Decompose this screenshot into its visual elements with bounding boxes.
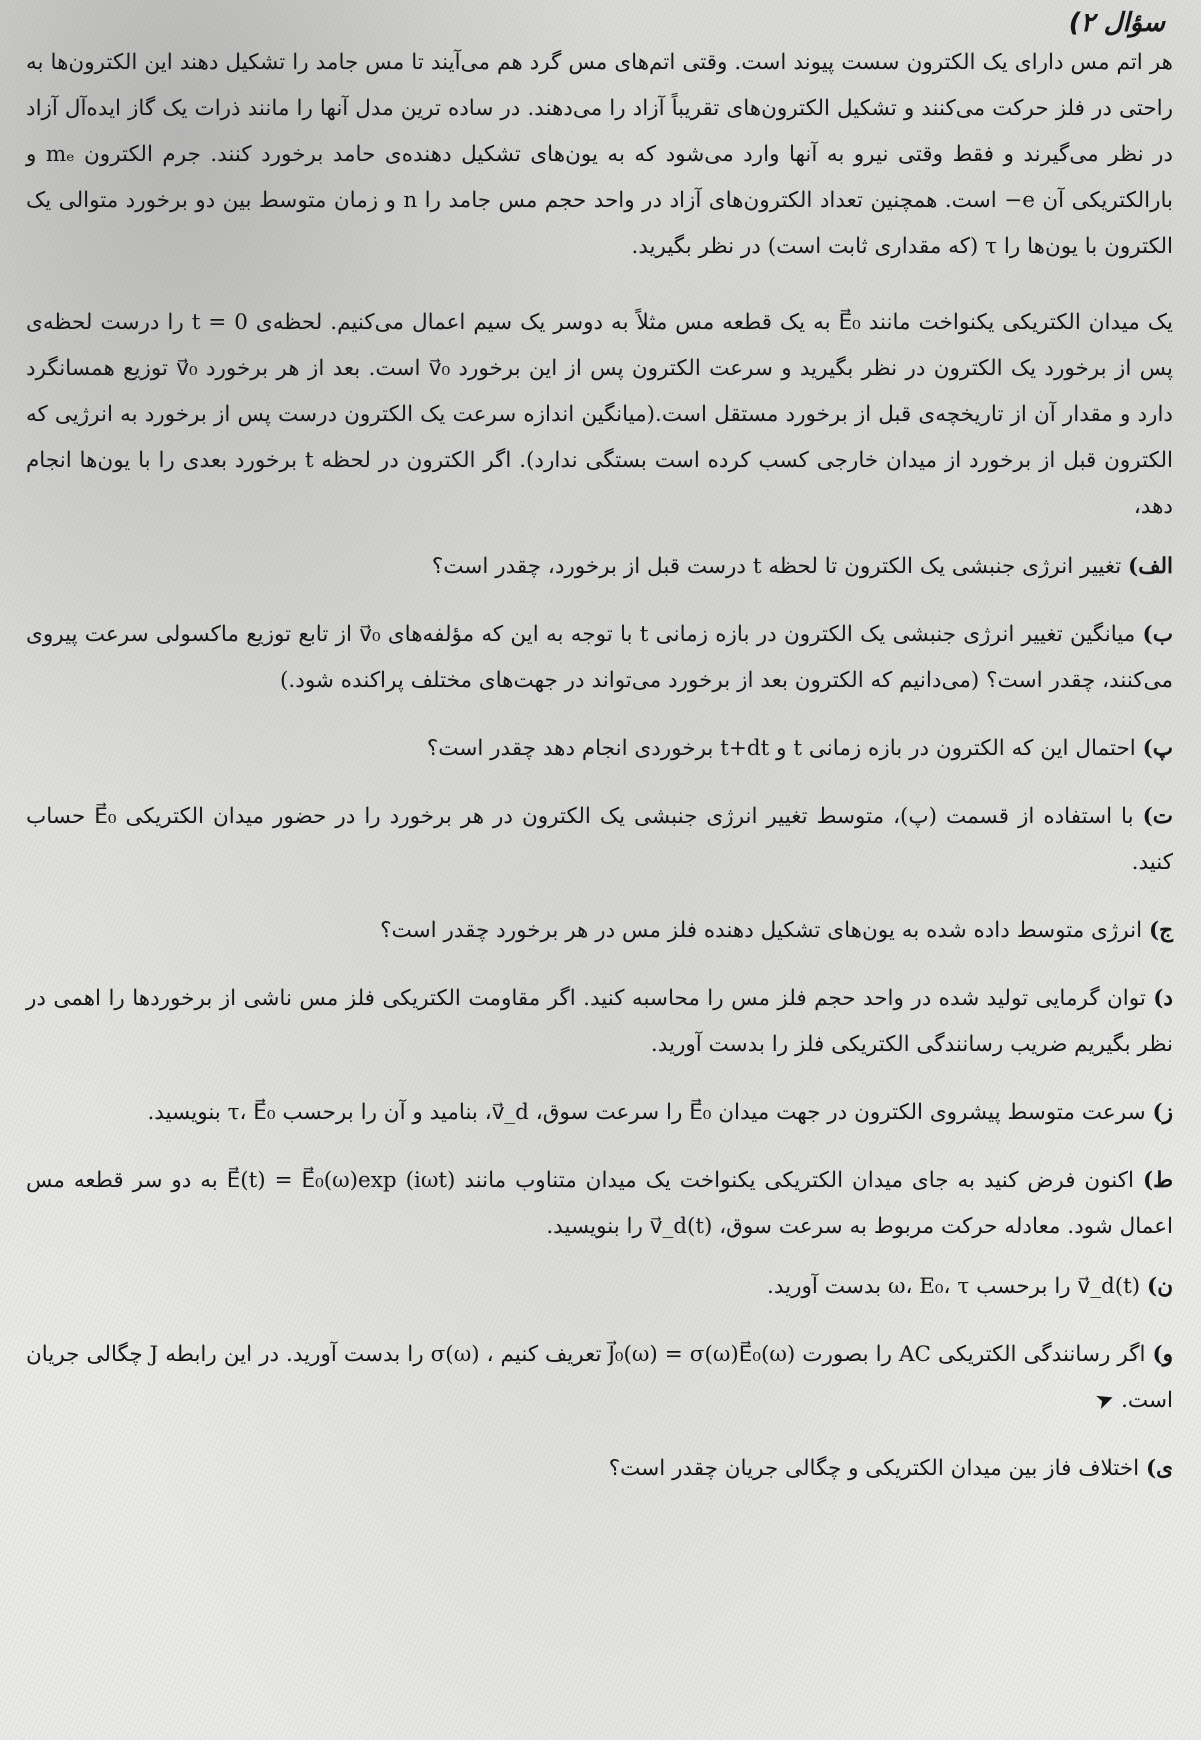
part-label: ی) [1145, 1456, 1173, 1481]
part-text: اختلاف فاز بین میدان الکتریکی و چگالی جریان چقدر است؟ [608, 1456, 1140, 1481]
problem-text [26, 6, 1173, 1492]
part-ze [26, 1090, 1173, 1136]
part-label: ج) [1148, 918, 1173, 943]
pen-arrow-icon: ➤ [1091, 1385, 1118, 1416]
part-label: ن) [1147, 1274, 1173, 1299]
setup-paragraph: یک میدان الکتریکی یکنواخت مانند E⃗₀ به یک قطعه مس مثلاً به دوسر یک سیم اعمال می‌کنیم. لحظه‌ی t = 0 را درست لحظه‌ی پس از برخورد یک الکترون در نظر بگیرید و سرعت الکترون پس از این برخورد v⃗₀ است. بعد از هر برخورد v⃗₀ توزیع همسانگرد دارد و مقدار آن از تاریخچه‌ی قبل از برخورد مستقل است.(میانگین اندازه سرعت یک الکترون درست پس از برخورد به انرژیی که الکترون قبل از برخورد از میدان خارجی کسب کرده است بستگی ندارد). اگر الکترون در لحظه t برخورد بعدی را با یون‌ها انجام دهد، [26, 310, 1173, 519]
part-text: تغییر انرژی جنبشی یک الکترون تا لحظه t درست قبل از برخورد، چقدر است؟ [431, 554, 1122, 579]
part-pe [26, 726, 1173, 772]
part-nun [26, 1264, 1173, 1310]
part-vav [26, 1332, 1173, 1424]
part-label: پ) [1142, 736, 1173, 761]
part-text: سرعت متوسط پیشروی الکترون در جهت میدان E⃗₀ را سرعت سوق، v⃗_d، بنامید و آن را برحسب τ، E⃗₀ بنویسید. [147, 1100, 1146, 1125]
part-ta [26, 1158, 1173, 1250]
part-text: میانگین تغییر انرژی جنبشی یک الکترون در بازه زمانی t با توجه به این که مؤلفه‌های v⃗₀ از تابع توزیع ماکسولی سرعت پیروی می‌کنند، چقدر است؟ (می‌دانیم که الکترون بعد از برخورد می‌تواند در جهت‌های مختلف پراکنده شود.) [26, 622, 1173, 693]
part-be [26, 612, 1173, 704]
part-label: د) [1153, 986, 1173, 1011]
part-text: v⃗_d(t) را برحسب ω، E₀، τ بدست آورید. [767, 1274, 1141, 1299]
part-text: اگر رسانندگی الکتریکی AC را بصورت J⃗₀(ω) = σ(ω)E⃗₀(ω) تعریف کنیم ، σ(ω) را بدست آورید. در این رابطه J چگالی جریان است. [26, 1342, 1173, 1413]
part-te [26, 794, 1173, 886]
part-label: ط) [1142, 1168, 1173, 1193]
part-label: ز) [1152, 1100, 1173, 1125]
part-jim [26, 908, 1173, 954]
part-dal [26, 976, 1173, 1068]
intro-paragraph: هر اتم مس دارای یک الکترون سست پیوند است. وقتی اتم‌های مس گرد هم می‌آیند تا مس جامد را تشکیل دهند این الکترون‌ها به راحتی در فلز حرکت می‌کنند و تشکیل الکترون‌های تقریباً آزاد را می‌دهند. در ساده ترین مدل آنها را مانند ذرات یک گاز ایده‌آل آزاد در نظر می‌گیرند و فقط وقتی نیرو به آنها وارد می‌شود که به یون‌های تشکیل دهنده‌ی حامد برخورد کنند. جرم الکترون mₑ و بارالکتریکی آن e− است. همچنین تعداد الکترون‌های آزاد در واحد حجم مس جامد را n و زمان متوسط بین دو برخورد متوالی یک الکترون با یون‌ها را τ (که مقداری ثابت است) در نظر بگیرید. [26, 50, 1174, 259]
part-text: انرژی متوسط داده شده به یون‌های تشکیل دهنده فلز مس در هر برخورد چقدر است؟ [380, 918, 1143, 943]
problem-heading: سؤال ۲) [1068, 8, 1165, 38]
part-label: الف) [1128, 554, 1173, 579]
part-text: اکنون فرض کنید به جای میدان الکتریکی یکنواخت یک میدان متناوب مانند E⃗(t) = E⃗₀(ω)exp (iωt) به دو سر قطعه مس اعمال شود. معادله حرکت مربوط به سرعت سوق، v⃗_d(t) را بنویسید. [26, 1168, 1173, 1239]
part-text: احتمال این که الکترون در بازه زمانی t و t+dt برخوردی انجام دهد چقدر است؟ [426, 736, 1136, 761]
part-label: ب) [1142, 622, 1173, 647]
part-label: ت) [1142, 804, 1173, 829]
part-text: با استفاده از قسمت (پ)، متوسط تغییر انرژی جنبشی یک الکترون در هر برخورد را در حضور میدان الکتریکی E⃗₀ حساب کنید. [26, 804, 1173, 875]
part-alef [26, 544, 1173, 590]
part-text: توان گرمایی تولید شده در واحد حجم فلز مس را محاسبه کنید. اگر مقاومت الکتریکی فلز مس ناشی از برخوردها را اهمی در نظر بگیریم ضریب رسانندگی الکتریکی فلز را بدست آورید. [26, 986, 1173, 1057]
part-label: و) [1152, 1342, 1173, 1367]
part-ye [26, 1446, 1173, 1492]
